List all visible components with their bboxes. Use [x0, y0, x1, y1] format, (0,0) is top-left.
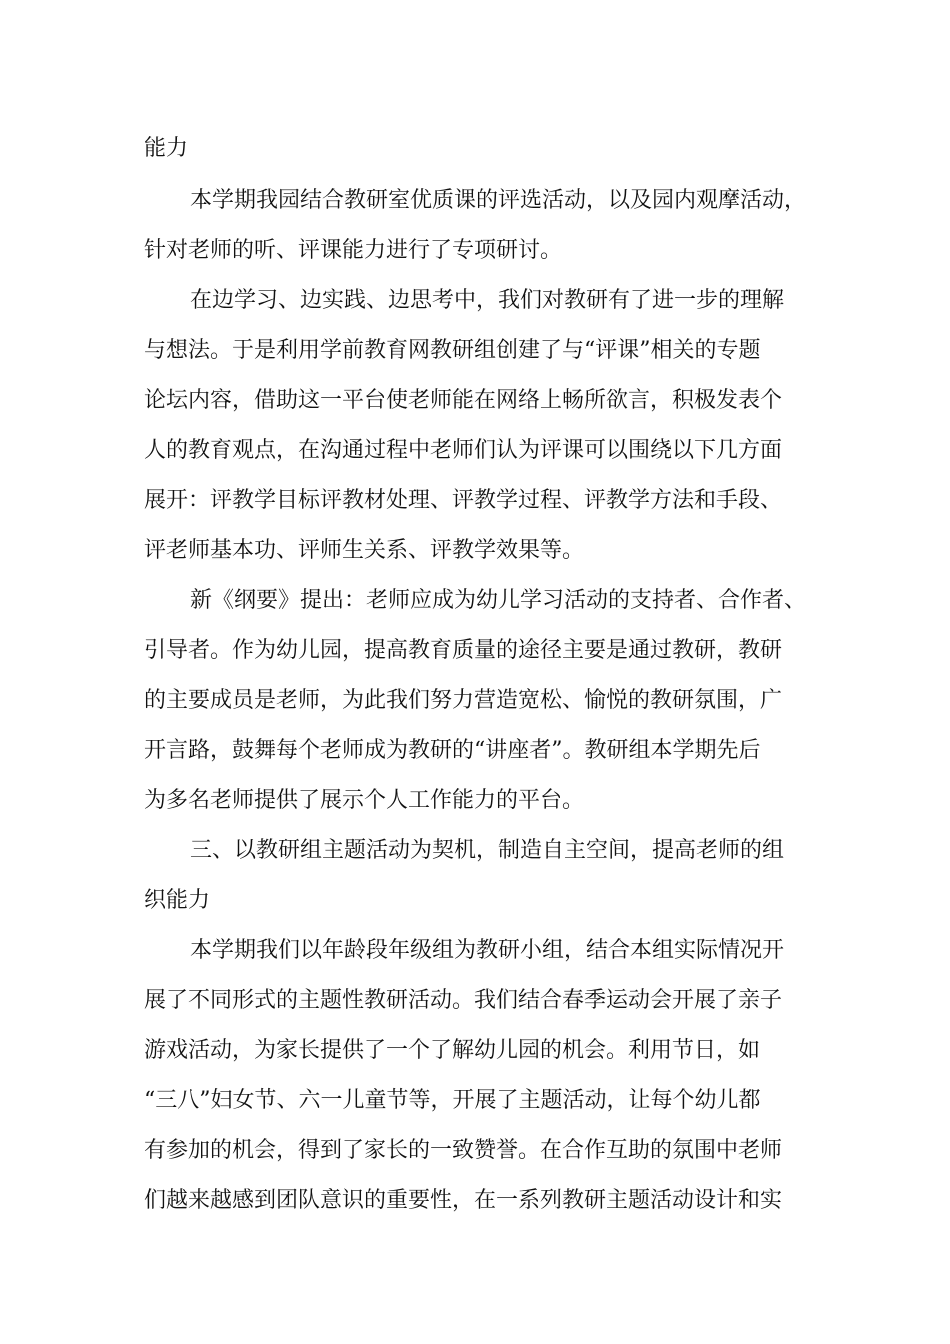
text-line: 与想法。于是利用学前教育网教研组创建了与“评课”相关的专题 — [144, 338, 761, 363]
text-line: 游戏活动，为家长提供了一个了解幼儿园的机会。利用节日，如 — [144, 1038, 761, 1063]
text-line: 展开：评教学目标评教材处理、评教学过程、评教学方法和手段、 — [144, 488, 783, 513]
paragraph-first-line: 本学期我园结合教研室优质课的评选活动，以及园内观摩活动， — [190, 188, 807, 213]
text-line: 有参加的机会，得到了家长的一致赞誉。在合作互助的氛围中老师 — [144, 1138, 783, 1163]
text-line: 们越来越感到团队意识的重要性，在一系列教研主题活动设计和实 — [144, 1188, 783, 1213]
text-line: 的主要成员是老师，为此我们努力营造宽松、愉悦的教研氛围，广 — [144, 688, 783, 713]
section-heading: 三、以教研组主题活动为契机，制造自主空间，提高老师的组 — [190, 838, 785, 863]
text-line: 开言路，鼓舞每个老师成为教研的“讲座者”。教研组本学期先后 — [144, 738, 761, 763]
paragraph-first-line: 新《纲要》提出：老师应成为幼儿学习活动的支持者、合作者、 — [190, 588, 807, 613]
text-line: 论坛内容，借助这一平台使老师能在网络上畅所欲言，积极发表个 — [144, 388, 783, 413]
paragraph-first-line: 本学期我们以年龄段年级组为教研小组，结合本组实际情况开 — [190, 938, 785, 963]
text-line: 评老师基本功、评师生关系、评教学效果等。 — [144, 538, 585, 563]
text-line: 能力 — [144, 136, 189, 161]
section-heading-continuation: 织能力 — [144, 888, 211, 913]
text-line: “三八”妇女节、六一儿童节等，开展了主题活动，让每个幼儿都 — [144, 1088, 761, 1113]
paragraph-first-line: 在边学习、边实践、边思考中，我们对教研有了进一步的理解 — [190, 288, 785, 313]
text-line: 引导者。作为幼儿园，提高教育质量的途径主要是通过教研，教研 — [144, 638, 783, 663]
text-line: 人的教育观点，在沟通过程中老师们认为评课可以围绕以下几方面 — [144, 438, 783, 463]
text-line: 为多名老师提供了展示个人工作能力的平台。 — [144, 788, 585, 813]
text-line: 展了不同形式的主题性教研活动。我们结合春季运动会开展了亲子 — [144, 988, 783, 1013]
text-line: 针对老师的听、评课能力进行了专项研讨。 — [144, 238, 563, 263]
